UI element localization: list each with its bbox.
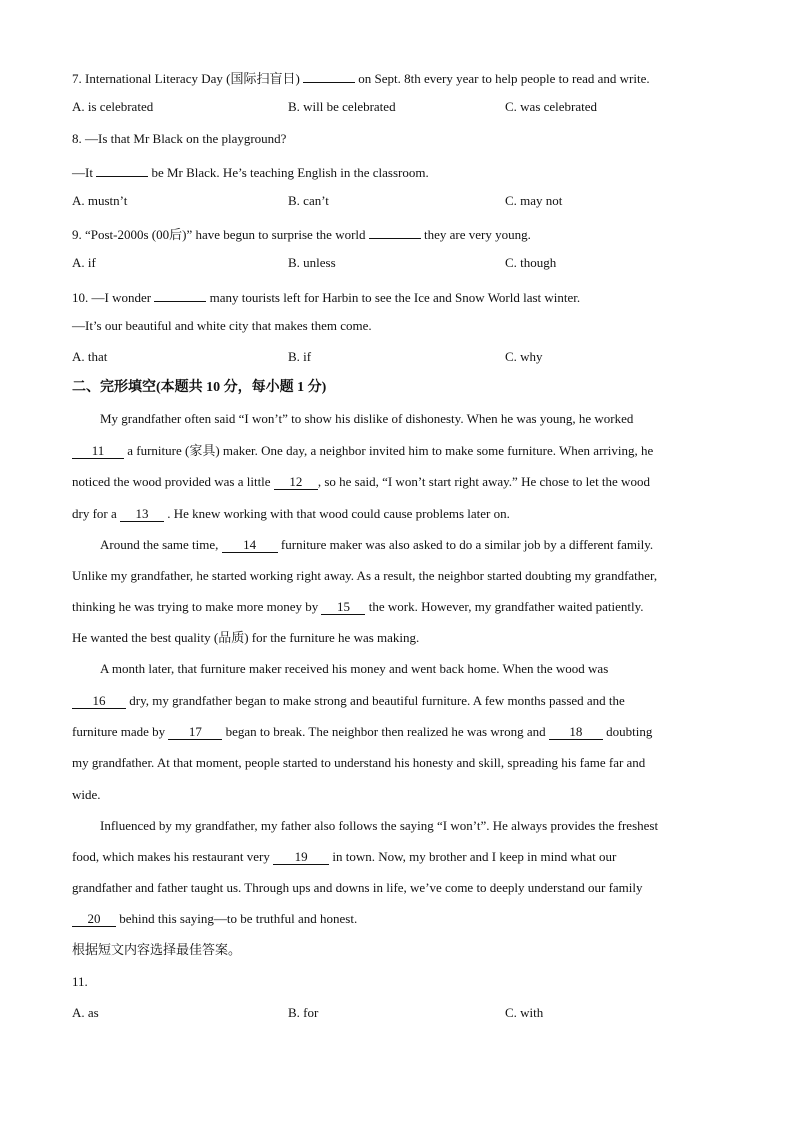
passage-line: Unlike my grandfather, he started working right away. As a result, the neighbor started doubting my grandfather, bbox=[72, 568, 658, 583]
passage-line bbox=[72, 506, 510, 522]
cloze-blank-11[interactable]: 11 bbox=[72, 444, 124, 459]
passage-text: a furniture (家具) maker. One day, a neighbor invited him to make some furniture. When arriving, he bbox=[124, 443, 654, 458]
question-8-options bbox=[72, 193, 722, 209]
question-text: many tourists left for Harbin to see the Ice and Snow World last winter. bbox=[206, 290, 581, 305]
passage-text: noticed the wood provided was a little bbox=[72, 474, 274, 489]
passage-text: , so he said, “I won’t start right away.” He chose to let the wood bbox=[317, 474, 650, 489]
passage-text: thinking he was trying to make more money by bbox=[72, 599, 322, 614]
question-7-options bbox=[72, 99, 722, 115]
passage-line bbox=[72, 443, 653, 459]
option-b[interactable]: B. if bbox=[288, 349, 312, 364]
question-text: be Mr Black. He’s teaching English in the classroom. bbox=[148, 165, 429, 180]
passage-text: dry for a bbox=[72, 506, 121, 521]
answer-blank[interactable] bbox=[154, 287, 206, 302]
passage-line: Influenced by my grandfather, my father also follows the saying “I won’t”. He always provides the freshest bbox=[100, 818, 659, 833]
option-c[interactable]: C. was celebrated bbox=[505, 99, 598, 114]
option-a[interactable]: A. if bbox=[72, 255, 96, 270]
question-text: 9. “Post-2000s (00后)” have begun to surprise the world bbox=[72, 227, 369, 242]
option-b[interactable]: B. for bbox=[288, 1005, 319, 1020]
passage-text: Around the same time, bbox=[100, 537, 222, 552]
passage-text: . He knew working with that wood could cause problems later on. bbox=[164, 506, 510, 521]
option-c[interactable]: C. why bbox=[505, 349, 543, 364]
cloze-blank-18[interactable]: 18 bbox=[549, 725, 603, 740]
question-text: 10. —I wonder bbox=[72, 290, 155, 305]
question-11-label: 11. bbox=[72, 974, 88, 989]
cloze-blank-13[interactable]: 13 bbox=[120, 507, 164, 522]
passage-text: furniture made by bbox=[72, 724, 169, 739]
cloze-blank-12[interactable]: 12 bbox=[274, 475, 318, 490]
question-10-stem bbox=[72, 287, 580, 306]
cloze-blank-16[interactable]: 16 bbox=[72, 694, 126, 709]
question-9-stem bbox=[72, 224, 531, 243]
passage-line bbox=[72, 911, 357, 927]
passage-text: dry, my grandfather began to make strong and beautiful furniture. A few months passed and the bbox=[126, 693, 625, 708]
question-text: on Sept. 8th every year to help people to read and write. bbox=[355, 71, 650, 86]
cloze-blank-20[interactable]: 20 bbox=[72, 912, 116, 927]
passage-text: doubting bbox=[602, 724, 653, 739]
instruction-text: 根据短文内容选择最佳答案。 bbox=[72, 942, 242, 957]
option-a[interactable]: A. is celebrated bbox=[72, 99, 154, 114]
option-a[interactable]: A. as bbox=[72, 1005, 99, 1020]
passage-line: He wanted the best quality (品质) for the furniture he was making. bbox=[72, 630, 420, 645]
passage-line bbox=[100, 537, 653, 553]
cloze-blank-14[interactable]: 14 bbox=[222, 538, 278, 553]
passage-line bbox=[72, 693, 625, 709]
option-a[interactable]: A. mustn’t bbox=[72, 193, 128, 208]
question-text: 7. International Literacy Day (国际扫盲日) bbox=[72, 71, 304, 86]
question-10-options bbox=[72, 349, 722, 365]
cloze-blank-17[interactable]: 17 bbox=[168, 725, 222, 740]
question-7-stem bbox=[72, 68, 650, 87]
question-text: —It bbox=[72, 165, 97, 180]
passage-line bbox=[72, 474, 650, 490]
cloze-blank-15[interactable]: 15 bbox=[321, 600, 365, 615]
question-8-stem: 8. —Is that Mr Black on the playground? bbox=[72, 131, 287, 146]
section-title: 二、完形填空(本题共 10 分，每小题 1 分) bbox=[72, 380, 327, 395]
passage-line bbox=[72, 849, 616, 865]
option-b[interactable]: B. can’t bbox=[288, 193, 329, 208]
passage-text: the work. However, my grandfather waited patiently. bbox=[365, 599, 644, 614]
question-8-reply bbox=[72, 162, 429, 181]
question-10-reply: —It’s our beautiful and white city that makes them come. bbox=[72, 318, 372, 333]
passage-line bbox=[72, 724, 652, 740]
passage-text: in town. Now, my brother and I keep in mind what our bbox=[329, 849, 617, 864]
passage-text: furniture maker was also asked to do a similar job by a different family. bbox=[277, 537, 654, 552]
answer-blank[interactable] bbox=[96, 162, 148, 177]
passage-line: grandfather and father taught us. Through ups and downs in life, we’ve come to deeply understand our family bbox=[72, 880, 643, 895]
answer-blank[interactable] bbox=[303, 68, 355, 83]
question-text: they are very young. bbox=[420, 227, 531, 242]
passage-line: My grandfather often said “I won’t” to show his dislike of dishonesty. When he was young, he worked bbox=[100, 411, 634, 426]
passage-line bbox=[72, 599, 644, 615]
option-b[interactable]: B. unless bbox=[288, 255, 336, 270]
passage-line: A month later, that furniture maker received his money and went back home. When the wood was bbox=[100, 661, 609, 676]
option-c[interactable]: C. may not bbox=[505, 193, 563, 208]
option-a[interactable]: A. that bbox=[72, 349, 108, 364]
question-9-options bbox=[72, 255, 722, 271]
passage-line: wide. bbox=[72, 787, 101, 802]
option-c[interactable]: C. with bbox=[505, 1005, 544, 1020]
passage-text: began to break. The neighbor then realized he was wrong and bbox=[222, 724, 549, 739]
answer-blank[interactable] bbox=[369, 224, 421, 239]
passage-text: food, which makes his restaurant very bbox=[72, 849, 274, 864]
passage-line: my grandfather. At that moment, people started to understand his honesty and skill, spreading his fame far and bbox=[72, 755, 646, 770]
cloze-blank-19[interactable]: 19 bbox=[273, 850, 329, 865]
option-c[interactable]: C. though bbox=[505, 255, 557, 270]
question-11-options bbox=[72, 1005, 722, 1021]
option-b[interactable]: B. will be celebrated bbox=[288, 99, 396, 114]
passage-text: behind this saying—to be truthful and honest. bbox=[116, 911, 358, 926]
